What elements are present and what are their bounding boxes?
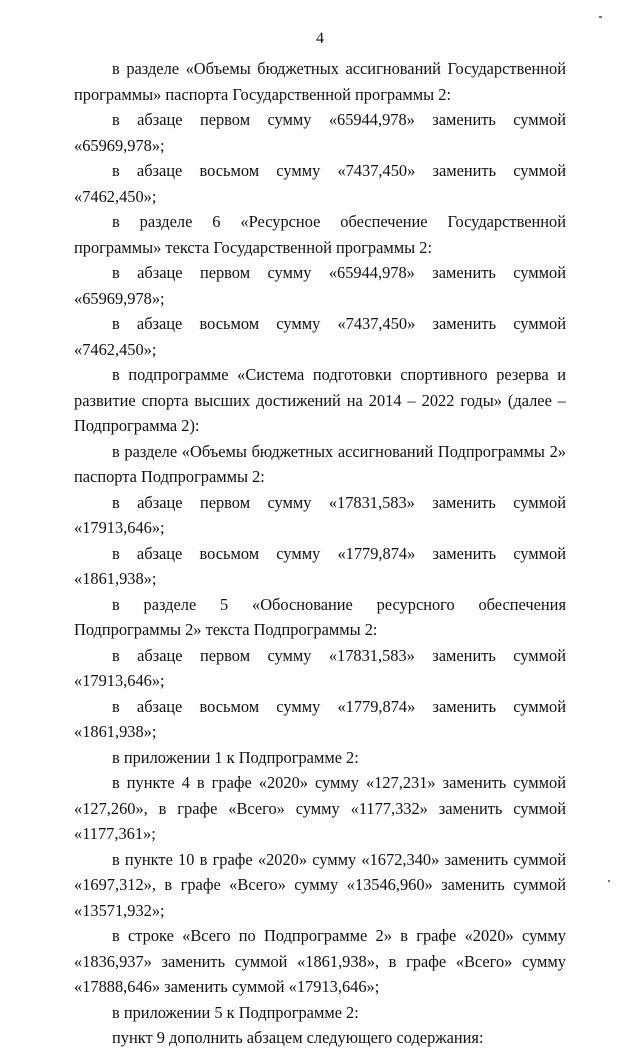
paragraph: в разделе 5 «Обоснование ресурсного обеспечения Подпрограммы 2» текста Подпрограммы 2: [74, 594, 566, 639]
scan-mark-right [608, 880, 610, 882]
paragraph: в абзаце первом сумму «17831,583» заменить суммой «17913,646»; [74, 645, 566, 690]
page-number: 4 [316, 30, 324, 47]
paragraph: в абзаце восьмом сумму «7437,450» заменить суммой «7462,450»; [74, 161, 566, 206]
document-body [74, 56, 566, 1051]
paragraph: в пункте 4 в графе «2020» сумму «127,231» заменить суммой «127,260», в графе «Всего» сумму «1177,332» заменить суммой «1177,361»; [74, 773, 566, 843]
paragraph: в разделе «Объемы бюджетных ассигнований Подпрограммы 2» паспорта Подпрограммы 2: [74, 441, 566, 486]
paragraph: в разделе «Объемы бюджетных ассигнований Государственной программы» паспорта Государственной программы 2: [74, 59, 566, 104]
paragraph: в абзаце восьмом сумму «7437,450» заменить суммой «7462,450»; [74, 314, 566, 359]
paragraph: в абзаце первом сумму «17831,583» заменить суммой «17913,646»; [74, 492, 566, 537]
paragraph: пункт 9 дополнить абзацем следующего содержания: [112, 1028, 484, 1047]
paragraph: в абзаце первом сумму «65944,978» заменить суммой «65969,978»; [74, 110, 566, 155]
paragraph: в абзаце первом сумму «65944,978» заменить суммой «65969,978»; [74, 263, 566, 308]
paragraph: в абзаце восьмом сумму «1779,874» заменить суммой «1861,938»; [74, 696, 566, 741]
paragraph: в приложении 5 к Подпрограмме 2: [112, 1002, 359, 1022]
paragraph: в приложении 1 к Подпрограмме 2: [112, 747, 359, 767]
scan-mark-top-right [599, 16, 602, 18]
paragraph: в пункте 10 в графе «2020» сумму «1672,340» заменить суммой «1697,312», в графе «Всего» сумму «13546,960» заменить суммой «13571,932»; [74, 849, 566, 920]
paragraph: в подпрограмме «Система подготовки спортивного резерва и развитие спорта высших достижений на 2014 – 2022 годы» (далее – Подпрограмма 2): [74, 365, 566, 435]
paragraph: в абзаце восьмом сумму «1779,874» заменить суммой «1861,938»; [74, 543, 566, 588]
paragraph: в разделе 6 «Ресурсное обеспечение Государственной программы» текста Государственной программы 2: [74, 212, 566, 257]
paragraph: в строке «Всего по Подпрограмме 2» в графе «2020» сумму «1836,937» заменить суммой «1861,938», в графе «Всего» сумму «17888,646» заменить суммой «17913,646»; [74, 926, 566, 996]
